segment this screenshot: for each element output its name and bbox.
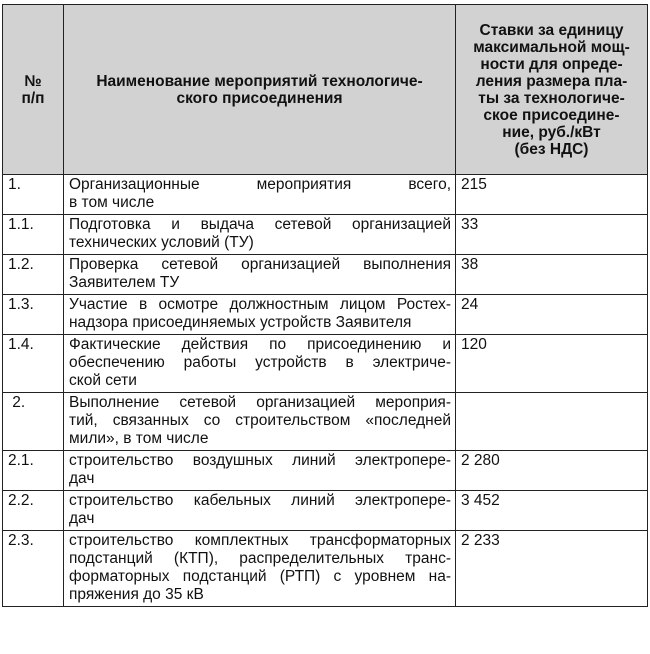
row-number: 1.3. xyxy=(3,295,64,335)
table-row xyxy=(3,295,648,335)
description-line: Выполнение сетевой организацией мероприя- xyxy=(69,394,451,411)
row-number: 2. xyxy=(3,393,64,451)
table-body xyxy=(3,175,648,607)
row-description xyxy=(64,531,456,607)
row-rate: 38 xyxy=(456,255,648,295)
description-line: подстанций (КТП), распределительных транс- xyxy=(69,550,451,567)
tariff-table xyxy=(2,4,648,607)
description-line: надзора присоединяемых устройств Заявителя xyxy=(69,314,412,331)
header-rate: Ставки за единицу максимальной мощ- ности для опреде- ления размера пла- ты за технологиче- ское присоедине- ние, руб./кВт (без НДС) xyxy=(456,5,648,175)
table-row xyxy=(3,175,648,215)
row-rate: 33 xyxy=(456,215,648,255)
description-line: пряжения до 35 кВ xyxy=(69,586,204,603)
row-description xyxy=(64,215,456,255)
description-line: ской сети xyxy=(69,372,137,389)
row-number: 1.2. xyxy=(3,255,64,295)
description-line: строительство воздушных линий электропере- xyxy=(69,452,451,469)
description-line: форматорных подстанций (РТП) с уровнем на- xyxy=(69,568,451,585)
table-row xyxy=(3,393,648,451)
row-rate: 24 xyxy=(456,295,648,335)
row-number: 1.1. xyxy=(3,215,64,255)
row-description xyxy=(64,491,456,531)
row-number: 2.2. xyxy=(3,491,64,531)
row-rate: 2 233 xyxy=(456,531,648,607)
row-number: 2.3. xyxy=(3,531,64,607)
table-row xyxy=(3,491,648,531)
row-rate: 120 xyxy=(456,335,648,393)
description-line: строительство комплектных трансформаторных xyxy=(69,532,451,549)
description-line: технических условий (ТУ) xyxy=(69,234,254,251)
row-rate: 215 xyxy=(456,175,648,215)
description-line: обеспечению работы устройств в электриче- xyxy=(69,354,451,371)
table-header-row xyxy=(3,5,648,175)
row-number: 2.1. xyxy=(3,451,64,491)
row-description xyxy=(64,295,456,335)
description-line: Участие в осмотре должностным лицом Ростех- xyxy=(69,296,451,313)
header-name: Наименование мероприятий технологиче- ского присоединения xyxy=(64,5,456,175)
description-line: Подготовка и выдача сетевой организацией xyxy=(69,216,451,233)
row-description xyxy=(64,451,456,491)
row-rate: 2 280 xyxy=(456,451,648,491)
row-description xyxy=(64,175,456,215)
row-description xyxy=(64,255,456,295)
table-row xyxy=(3,215,648,255)
description-line: мили», в том числе xyxy=(69,430,209,447)
description-line: тий, связанных со строительством «последней xyxy=(69,412,451,429)
description-line: дач xyxy=(69,470,95,487)
table-row xyxy=(3,255,648,295)
row-description xyxy=(64,393,456,451)
row-description xyxy=(64,335,456,393)
row-number: 1. xyxy=(3,175,64,215)
row-rate xyxy=(456,393,648,451)
description-line: Заявителем ТУ xyxy=(69,274,180,291)
description-line: в том числе xyxy=(69,194,155,211)
description-line: Организационные мероприятия всего, xyxy=(69,176,451,193)
description-line: строительство кабельных линий электропере- xyxy=(69,492,451,509)
row-rate: 3 452 xyxy=(456,491,648,531)
description-line: Проверка сетевой организацией выполнения xyxy=(69,256,451,273)
table-row xyxy=(3,531,648,607)
description-line: дач xyxy=(69,510,95,527)
table-row xyxy=(3,451,648,491)
header-num: № п/п xyxy=(3,5,64,175)
row-number: 1.4. xyxy=(3,335,64,393)
table-row xyxy=(3,335,648,393)
description-line: Фактические действия по присоединению и xyxy=(69,336,451,353)
